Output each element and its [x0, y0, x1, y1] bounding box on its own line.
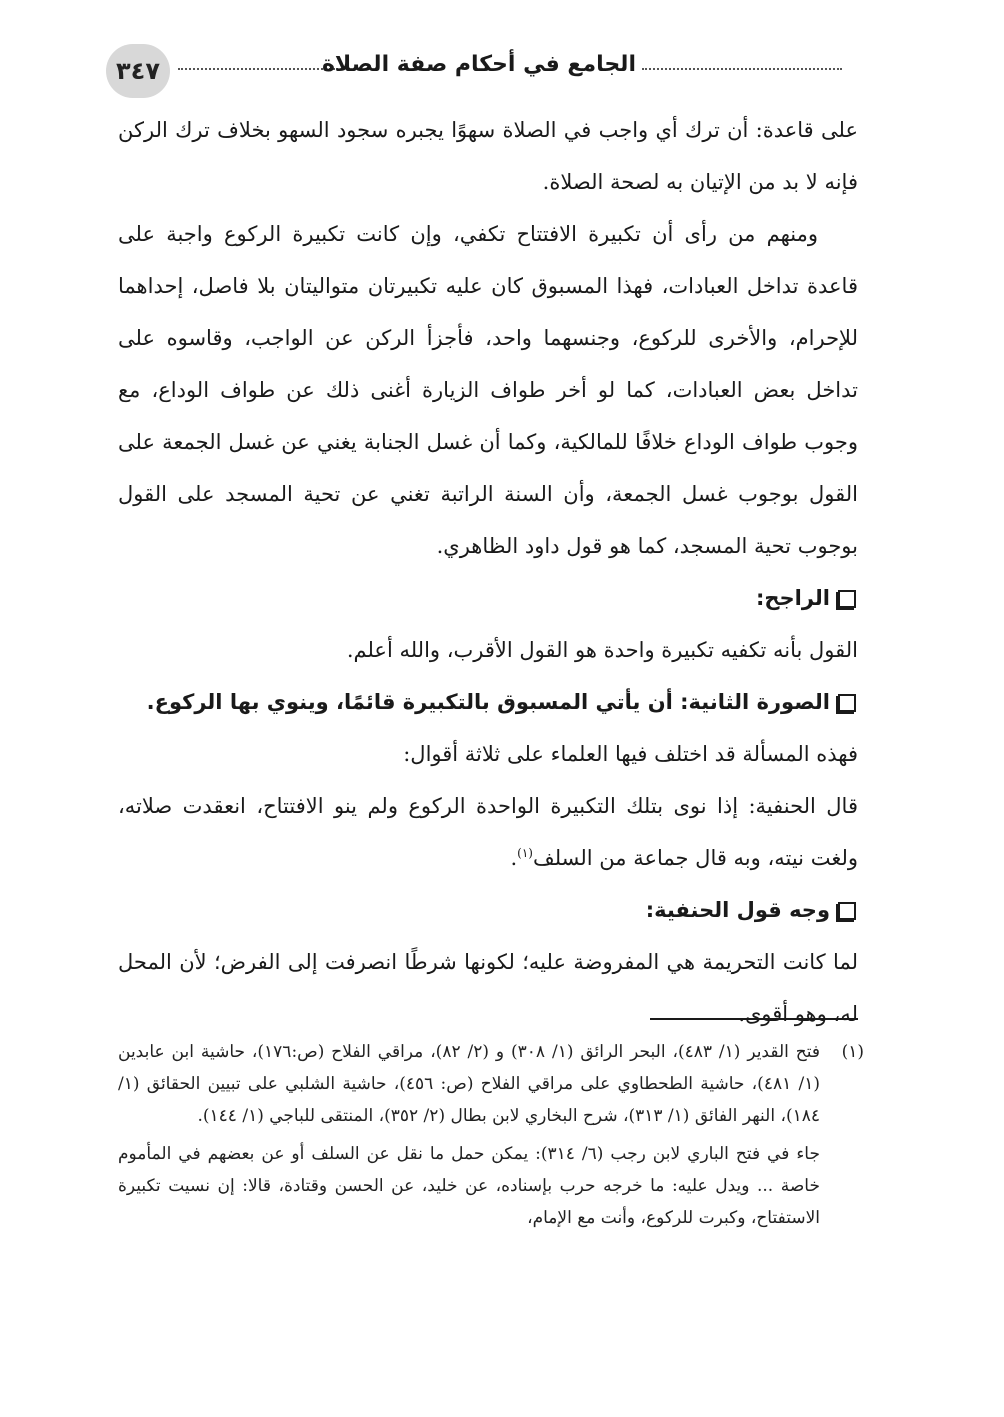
header-dotted-rule-right — [642, 68, 842, 70]
paragraph-hanafi — [118, 780, 858, 884]
heading-preferred-text: الراجح: — [755, 586, 830, 610]
footnote-number: (١) — [841, 1042, 864, 1062]
heading-second-case-text: الصورة الثانية: أن يأتي المسبوق بالتكبيرة قائمًا، وينوي بها الركوع. — [146, 690, 830, 714]
heading-second-case — [118, 676, 858, 728]
heading-hanafi-reason-text: وجه قول الحنفية: — [645, 898, 830, 922]
paragraph-preferred: القول بأنه تكفيه تكبيرة واحدة هو القول الأقرب، والله أعلم. — [346, 638, 858, 662]
footnote-item — [118, 1036, 864, 1132]
heading-hanafi-reason — [118, 884, 858, 936]
footnotes — [118, 1036, 864, 1234]
page-number: ٣٤٧ — [106, 44, 170, 98]
checkbox-square-icon — [838, 694, 856, 712]
paragraph-hanafi-reason: لما كانت التحريمة هي المفروضة عليه؛ لكونها شرطًا انصرفت إلى الفرض؛ لأن المحل له، وهو أقوى. — [118, 950, 858, 1026]
footnote-continuation: جاء في فتح الباري لابن رجب (٦/ ٣١٤): يمكن حمل ما نقل عن السلف أو عن بعضهم في المأموم خاصة ... ويدل عليه: ما خرجه حرب بإسناده، عن خليد، عن الحسن وقتادة، قالا: إن نسيت تكبيرة الاستفتاح، وكبرت للركوع، وأنت مع الإمام، — [118, 1144, 820, 1228]
footnote-separator — [650, 1018, 858, 1020]
heading-preferred — [118, 572, 858, 624]
paragraph-opinion: ومنهم من رأى أن تكبيرة الافتتاح تكفي، وإن كانت تكبيرة الركوع واجبة على قاعدة تداخل العبادات، فهذا المسبوق كان عليه تكبيرتان متواليتان بلا فاصل، إحداهما للإحرام، والأخرى للركوع، وجنسهما واحد، فأجزأ الركن عن الواجب، وقاسوه على تداخل بعض العبادات، كما لو أخر طواف الزيارة أغنى ذلك عن طواف الوداع، مع وجوب طواف الوداع خلافًا للمالكية، وكما أن غسل الجنابة يغني عن غسل الجمعة على القول بوجوب غسل الجمعة، وأن السنة الراتبة تغني عن تحية المسجد على القول بوجوب تحية المسجد، كما هو قول داود الظاهري. — [118, 222, 858, 558]
running-header-title: الجامع في أحكام صفة الصلاة — [321, 52, 636, 77]
checkbox-square-icon — [838, 590, 856, 608]
footnote-reference[interactable]: (١) — [517, 846, 533, 860]
paragraph-disagreement: فهذه المسألة قد اختلف فيها العلماء على ثلاثة أقوال: — [403, 742, 858, 766]
paragraph-hanafi-end: . — [510, 846, 518, 870]
footnote-text: فتح القدير (١/ ٤٨٣)، البحر الرائق (١/ ٣٠٨) و (٢/ ٨٢)، مراقي الفلاح (ص:١٧٦)، حاشية ابن عابدين (١/ ٤٨١)، حاشية الطحطاوي على مراقي الفلاح (ص: ٤٥٦)، حاشية الشلبي على تبيين الحقائق (١/ ١٨٤)، النهر الفائق (١/ ٣١٣)، شرح البخاري لابن بطال (٢/ ٣٥٢)، المنتقى للباجي (١/ ١٤٤). — [118, 1042, 820, 1126]
paragraph-hanafi-text: قال الحنفية: إذا نوى بتلك التكبيرة الواحدة الركوع ولم ينو الافتتاح، انعقدت صلاته، ولغت نيته، وبه قال جماعة من السلف — [118, 794, 858, 870]
main-text — [118, 104, 858, 1040]
paragraph-rule: على قاعدة: أن ترك أي واجب في الصلاة سهوًا يجبره سجود السهو بخلاف ترك الركن فإنه لا بد من الإتيان به لصحة الصلاة. — [118, 118, 858, 194]
checkbox-square-icon — [838, 902, 856, 920]
header-dotted-rule-left — [178, 68, 338, 70]
